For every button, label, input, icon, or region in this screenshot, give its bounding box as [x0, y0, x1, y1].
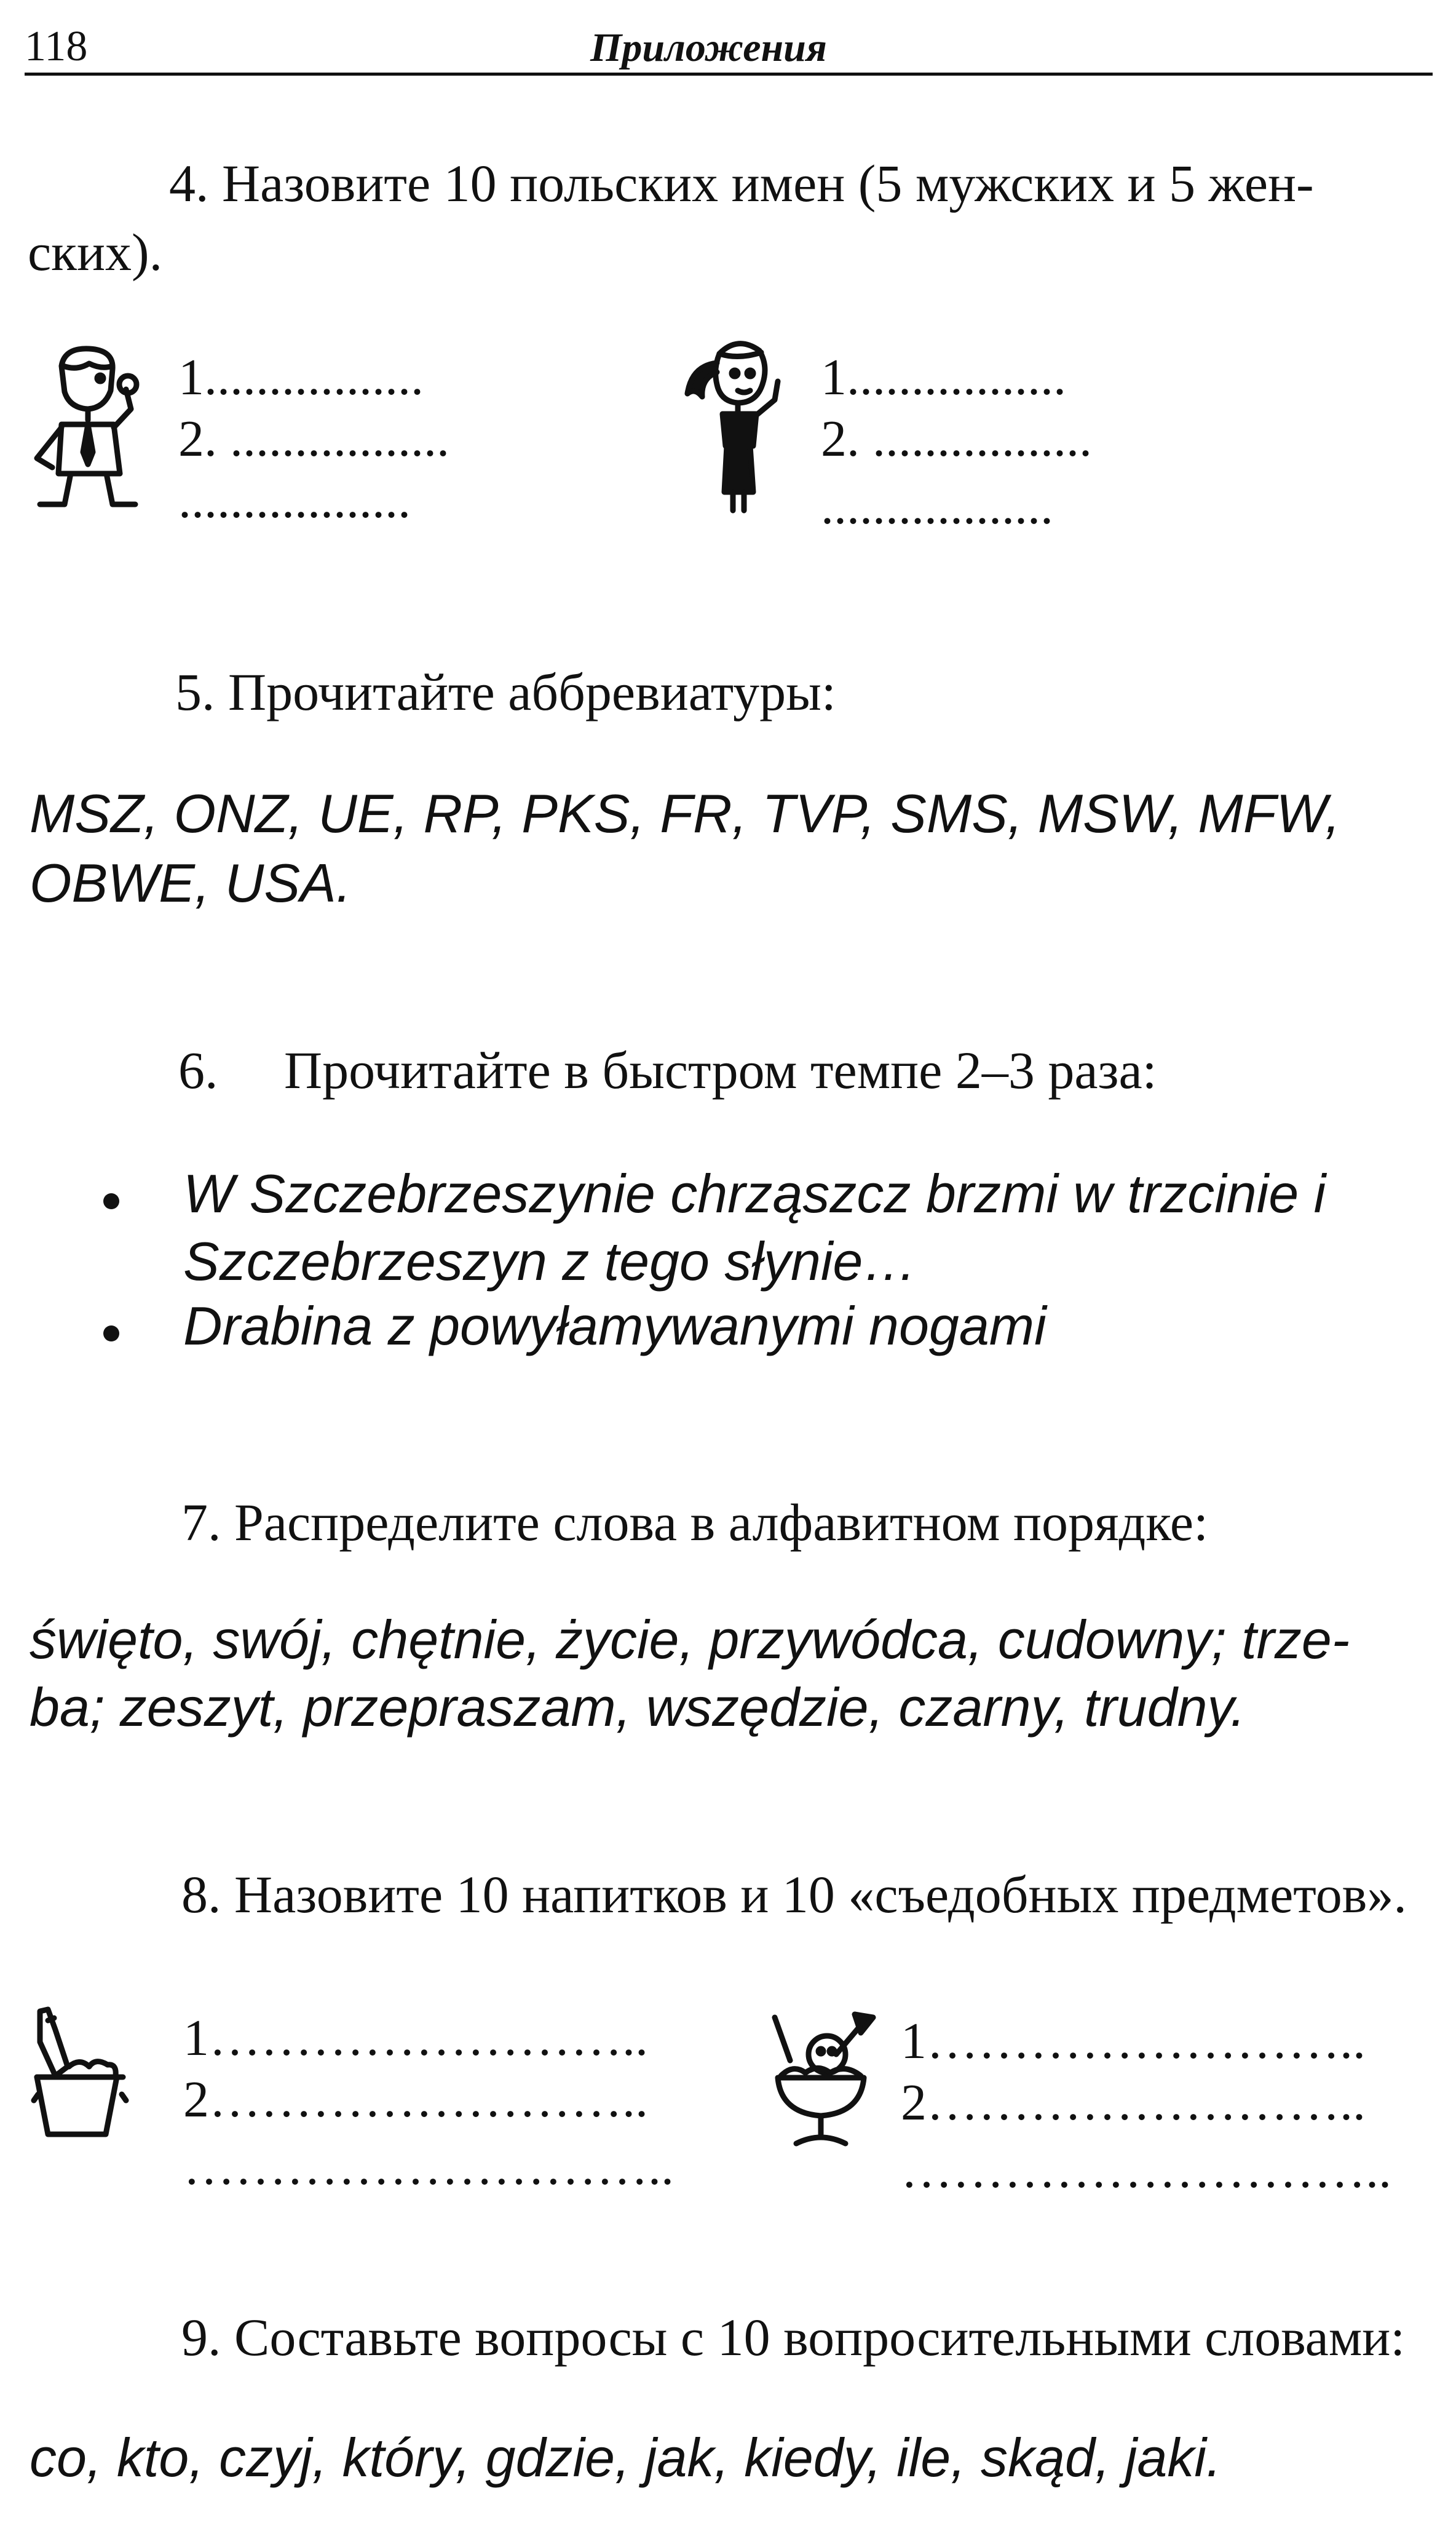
bullet-2 — [103, 1325, 119, 1341]
task-8-left-line2: 2…………………….. — [183, 2071, 648, 2128]
abbreviations-line2: OBWE, USA. — [30, 852, 352, 913]
task-4-text-line1: 4. Назовите 10 польских имен (5 мужских и 5 жен- — [169, 154, 1314, 213]
ice-cream-cup-icon — [769, 2011, 879, 2153]
question-words: co, kto, czyj, który, gdzie, jak, kiedy, ile, skąd, jaki. — [30, 2427, 1222, 2488]
task-8-left-line1: 1…………………….. — [183, 2009, 648, 2067]
task-4-left-line3: .................. — [178, 472, 411, 529]
task-9-text: 9. Составьте вопросы с 10 вопросительными словами: — [181, 2308, 1406, 2367]
task-4-text-line2: ских). — [28, 223, 163, 282]
task-6-text: Прочитайте в быстром темпе 2–3 раза: — [284, 1041, 1157, 1100]
task-4-left-line2: 2. ................. — [178, 410, 449, 467]
running-title: Приложения — [590, 25, 827, 70]
task-5-text: 5. Прочитайте аббревиатуры: — [175, 662, 836, 721]
task-6-number: 6. — [178, 1041, 218, 1100]
words-line2: ba; zeszyt, przepraszam, wszędzie, czarny, trudny. — [30, 1677, 1246, 1738]
tongue-twister-1-line1: W Szczebrzeszynie chrząszcz brzmi w trzcinie i — [183, 1163, 1326, 1224]
bullet-1 — [103, 1193, 119, 1209]
task-8-right-line1: 1…………………….. — [901, 2012, 1366, 2070]
task-4-right-line1: 1................. — [821, 349, 1066, 406]
woman-figure-icon — [676, 335, 799, 514]
task-8-right-line2: 2…………………….. — [901, 2074, 1366, 2131]
task-4-left-line1: 1................. — [178, 349, 424, 406]
abbreviations-line1: MSZ, ONZ, UE, RP, PKS, FR, TVP, SMS, MSW, MFW, — [30, 783, 1340, 844]
task-4-right-line3: .................. — [821, 478, 1053, 535]
tongue-twister-2: Drabina z powyłamywanymi nogami — [183, 1295, 1046, 1356]
task-8-text: 8. Назовите 10 напитков и 10 «съедобных предметов». — [181, 1865, 1407, 1924]
task-8-right-line3: ……………………….. — [901, 2142, 1391, 2199]
bottle-in-bucket-icon — [31, 2008, 129, 2144]
header-rule — [25, 73, 1433, 76]
task-8-left-line3: ……………………….. — [183, 2139, 674, 2196]
task-7-text: 7. Распределите слова в алфавитном порядке: — [181, 1493, 1208, 1552]
tongue-twister-1-line2: Szczebrzeszyn z tego słynie… — [183, 1231, 917, 1292]
words-line1: święto, swój, chętnie, życie, przywódca, cudowny; trze- — [30, 1609, 1350, 1670]
task-4-right-line2: 2. ................. — [821, 410, 1092, 467]
man-figure-icon — [28, 341, 163, 507]
page-number: 118 — [25, 23, 88, 70]
